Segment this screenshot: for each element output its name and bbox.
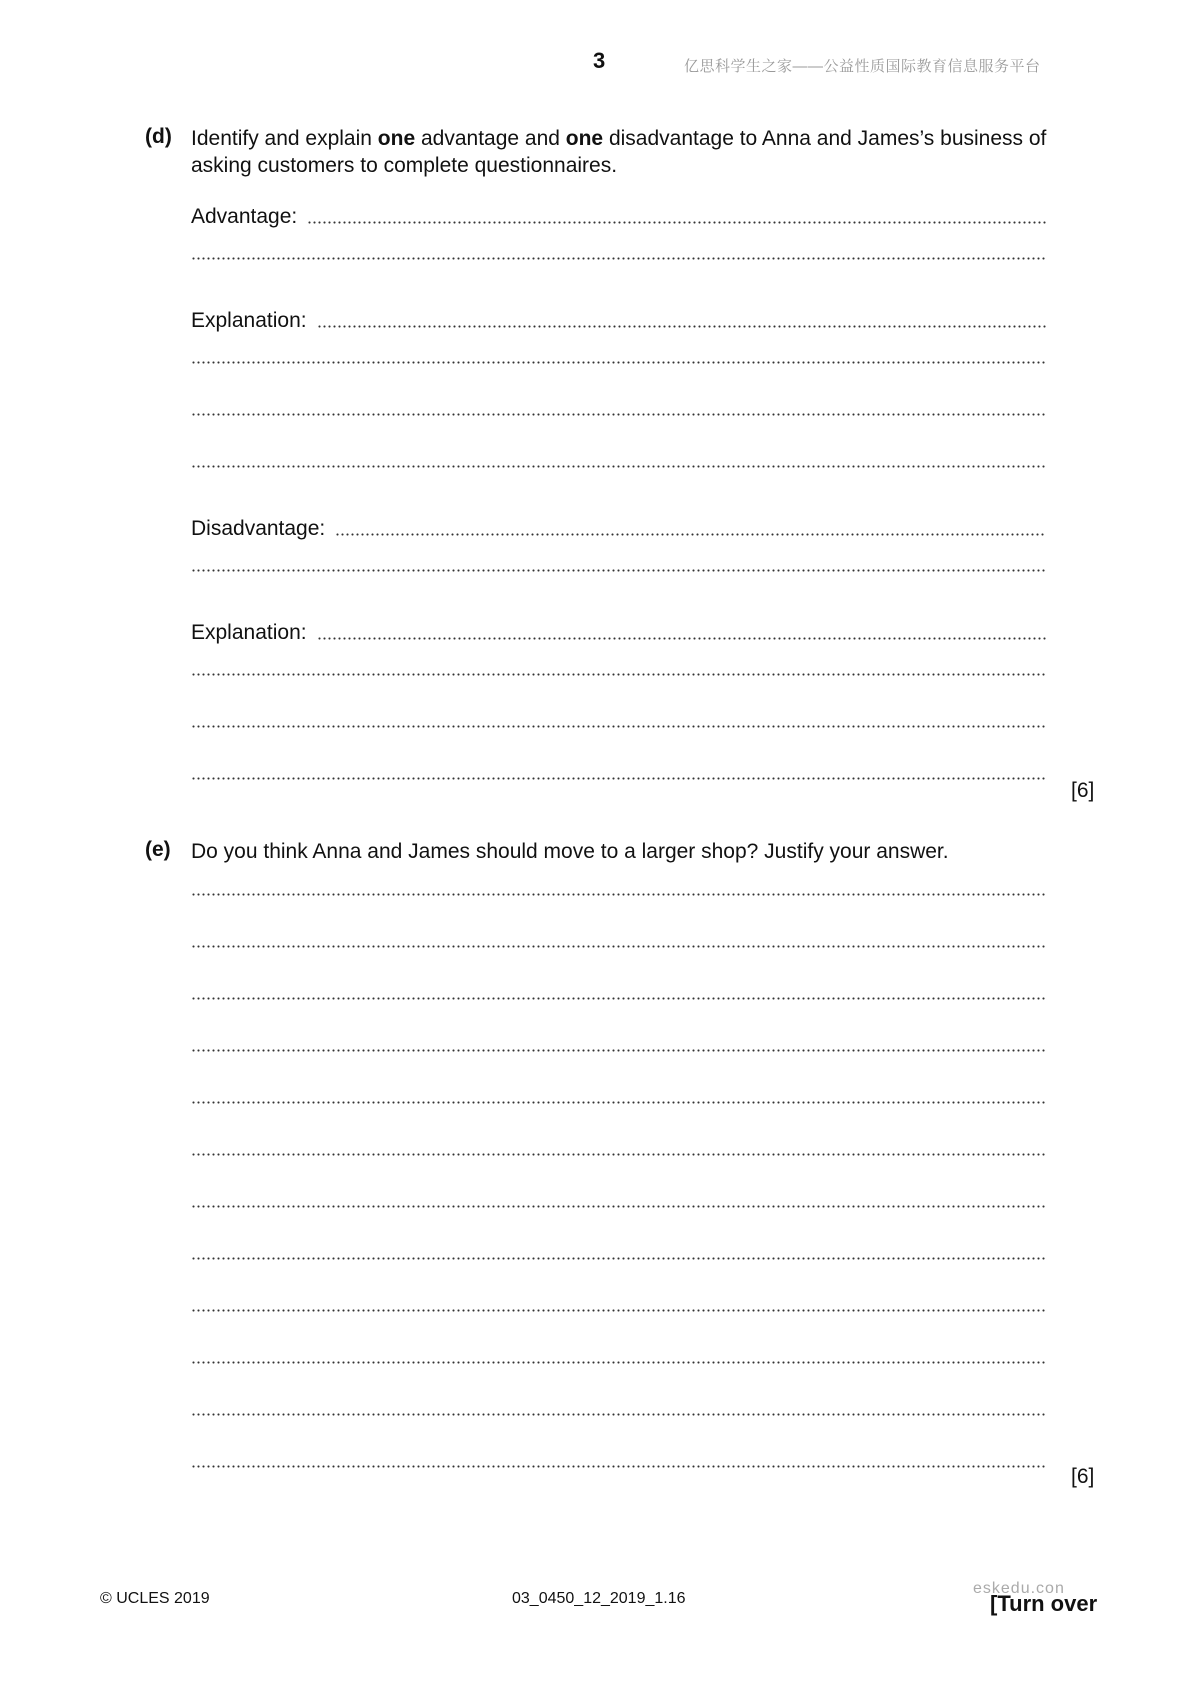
question-d-text-2: advantage and [415, 127, 566, 150]
answer-line[interactable] [191, 1361, 1046, 1369]
question-d-bold-2: one [565, 127, 604, 150]
answer-line[interactable] [191, 725, 1046, 733]
explanation-label-2: Explanation: [191, 621, 307, 644]
answer-line[interactable] [191, 1465, 1046, 1473]
answer-line-disadvantage[interactable] [191, 517, 1046, 541]
answer-line-explanation-2[interactable] [191, 621, 1046, 645]
answer-line[interactable] [191, 997, 1046, 1005]
dotted-line [191, 1257, 1046, 1260]
question-d-label: (d) [145, 125, 172, 148]
dotted-line [191, 997, 1046, 1000]
page-number: 3 [593, 48, 606, 73]
dotted-line [191, 945, 1046, 948]
dotted-line [191, 673, 1046, 676]
disadvantage-label: Disadvantage: [191, 517, 326, 540]
dotted-line [317, 637, 1046, 640]
dotted-line [191, 361, 1046, 364]
dotted-line [191, 1361, 1046, 1364]
answer-line[interactable] [191, 257, 1046, 265]
footer-watermark: eskedu.con [973, 1580, 1065, 1597]
question-d-marks: [6] [1071, 779, 1095, 802]
question-e-label: (e) [145, 838, 171, 861]
question-d-text-3: disadvantage to Anna and James’s business of asking customers to complete questionnaires. [191, 127, 1047, 177]
advantage-label: Advantage: [191, 205, 298, 228]
answer-line[interactable] [191, 1309, 1046, 1317]
dotted-line [191, 1413, 1046, 1416]
turn-over: [Turn over [990, 1591, 1098, 1616]
answer-line[interactable] [191, 465, 1046, 473]
dotted-line [317, 325, 1046, 328]
answer-line-explanation[interactable] [191, 309, 1046, 333]
dotted-line [191, 893, 1046, 896]
answer-line[interactable] [191, 1413, 1046, 1421]
dotted-line [191, 1101, 1046, 1104]
answer-line[interactable] [191, 1257, 1046, 1265]
question-e-text: Do you think Anna and James should move to a larger shop? Justify your answer. [191, 840, 949, 863]
answer-line[interactable] [191, 893, 1046, 901]
answer-line[interactable] [191, 1153, 1046, 1161]
answer-line[interactable] [191, 1101, 1046, 1109]
dotted-line [191, 569, 1046, 572]
dotted-line [335, 533, 1046, 536]
document-code: 03_0450_12_2019_1.16 [512, 1590, 686, 1607]
answer-line[interactable] [191, 945, 1046, 953]
question-d-text [191, 125, 1111, 179]
answer-line-advantage[interactable] [191, 205, 1046, 229]
dotted-line [191, 1153, 1046, 1156]
header-watermark: 亿思科学生之家——公益性质国际教育信息服务平台 [684, 58, 1041, 75]
copyright: © UCLES 2019 [100, 1590, 210, 1607]
question-d-text-1: Identify and explain [191, 127, 378, 150]
answer-line[interactable] [191, 361, 1046, 369]
answer-line[interactable] [191, 1049, 1046, 1057]
question-e-marks: [6] [1071, 1465, 1095, 1488]
dotted-line [191, 413, 1046, 416]
answer-line[interactable] [191, 569, 1046, 577]
answer-line[interactable] [191, 673, 1046, 681]
answer-line[interactable] [191, 413, 1046, 421]
dotted-line [191, 1049, 1046, 1052]
question-d-bold-1: one [377, 127, 416, 150]
dotted-line [191, 725, 1046, 728]
dotted-line [191, 777, 1046, 780]
dotted-line [191, 1309, 1046, 1312]
answer-line[interactable] [191, 1205, 1046, 1213]
dotted-line [191, 257, 1046, 260]
dotted-line [307, 221, 1046, 224]
dotted-line [191, 465, 1046, 468]
dotted-line [191, 1465, 1046, 1468]
dotted-line [191, 1205, 1046, 1208]
explanation-label: Explanation: [191, 309, 307, 332]
answer-line[interactable] [191, 777, 1046, 785]
